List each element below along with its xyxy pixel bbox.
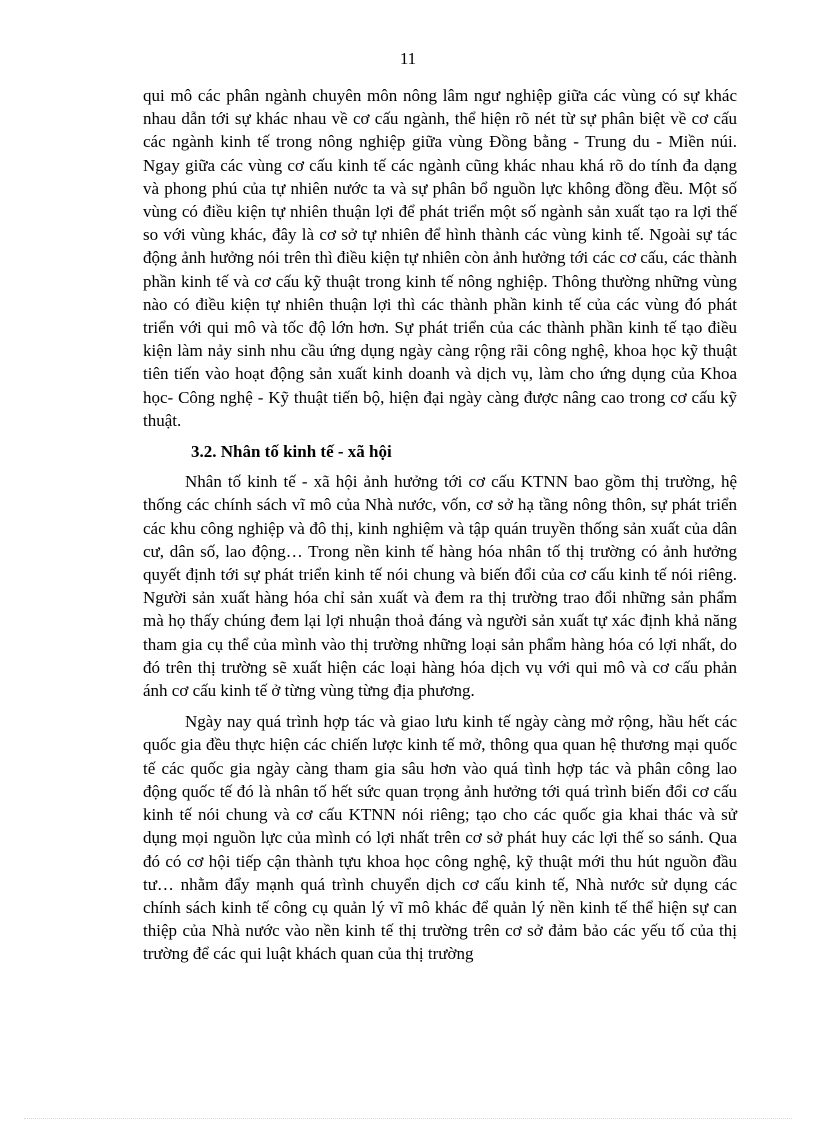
page-number: 11 xyxy=(399,49,417,68)
body-paragraph-international-cooperation: Ngày nay quá trình hợp tác và giao lưu kinh tế ngày càng mở rộng, hầu hết các quốc gia đều thực hiện các chiến lược kinh tế mở, thông qua quan hệ thương mại quốc tế các quốc gia ngày càng tham gia sâu hơn vào quá tình hợp tác và phân công lao động quốc tế đó là nhân tố hết sức quan trọng ảnh hưởng tới quá trình biến đổi cơ cấu kinh tế nói chung và cơ cấu KTNN nói riêng; tạo cho các quốc gia khai thác và sử dụng mọi nguồn lực của mình có lợi nhất trên cơ sở phát huy các lợi thế so sánh. Qua đó có cơ hội tiếp cận thành tựu khoa học công nghệ, kỹ thuật mới thu hút nguồn đầu tư… nhằm đẩy mạnh quá trình chuyển dịch cơ cấu kinh tế, Nhà nước sử dụng các chính sách kinh tế công cụ quản lý vĩ mô khác để quản lý nền kinh tế thể hiện sự can thiệp của Nhà nước vào nền kinh tế thị trường trên cơ sở đảm bảo các yếu tố của thị trường để các qui luật khách quan của thị trường xyxy=(143,712,737,964)
document-body xyxy=(143,84,737,966)
section-heading: 3.2. Nhân tố kinh tế - xã hội xyxy=(191,442,392,462)
page-bottom-divider xyxy=(24,1118,792,1119)
body-paragraph-socioeconomic-factors: Nhân tố kinh tế - xã hội ảnh hưởng tới cơ cấu KTNN bao gồm thị trường, hệ thống các chính sách vĩ mô của Nhà nước, vốn, cơ sở hạ tầng nông thôn, sự phát triển các khu công nghiệp và đô thị, kinh nghiệm và tập quán truyền thống sản xuất của dân cư, dân số, lao động… Trong nền kinh tế hàng hóa nhân tố thị trường có ảnh hưởng quyết định tới sự phát triển kinh tế nói chung và biến đổi của cơ cấu kinh tế nói riêng. Người sản xuất hàng hóa chỉ sản xuất và đem ra thị trường trao đổi những sản phẩm mà họ thấy chúng đem lại lợi nhuận thoả đáng và người sản xuất tự xác định khả năng tham gia cụ thể của mình vào thị trường những loại sản phẩm hàng hóa có lợi nhất, do đó trên thị trường sẽ xuất hiện các loại hàng hóa dịch vụ với qui mô và cơ cấu phản ánh cơ cấu kinh tế ở từng vùng từng địa phương. xyxy=(143,472,737,701)
body-paragraph-natural-factors: qui mô các phân ngành chuyên môn nông lâm ngư nghiệp giữa các vùng có sự khác nhau dẫn tới sự khác nhau về cơ cấu ngành, thể hiện rõ nét từ sự phân biệt về cơ cấu các ngành kinh tế trong nông nghiệp giữa vùng Đồng bằng - Trung du - Miền núi. Ngay giữa các vùng cơ cấu kinh tế các ngành cũng khác nhau khá rõ do tính đa dạng và phong phú của tự nhiên nước ta và sự phân bổ nguồn lực không đồng đều. Một số vùng có điều kiện tự nhiên thuận lợi để phát triển một số ngành sản xuất tạo ra lợi thế so với vùng khác, đây là cơ sở tự nhiên để hình thành các vùng kinh tế. Ngoài sự tác động ảnh hưởng nói trên thì điều kiện tự nhiên còn ảnh hưởng tới các cơ cấu, các thành phần kinh tế và cơ cấu kỹ thuật trong kinh tế nông nghiệp. Thông thường những vùng nào có điều kiện tự nhiên thuận lợi thì các thành phần kinh tế của các vùng đó phát triển với qui mô và tốc độ lớn hơn. Sự phát triển của các thành phần kinh tế tạo điều kiện làm nảy sinh nhu cầu ứng dụng ngày càng rộng rãi công nghệ, khoa học kỹ thuật tiên tiến vào hoạt động sản xuất kinh doanh và dịch vụ, làm cho ứng dụng của Khoa học- Công nghệ - Kỹ thuật tiến bộ, hiện đại ngày càng được nâng cao trong cơ cấu kỹ thuật. xyxy=(143,86,737,430)
